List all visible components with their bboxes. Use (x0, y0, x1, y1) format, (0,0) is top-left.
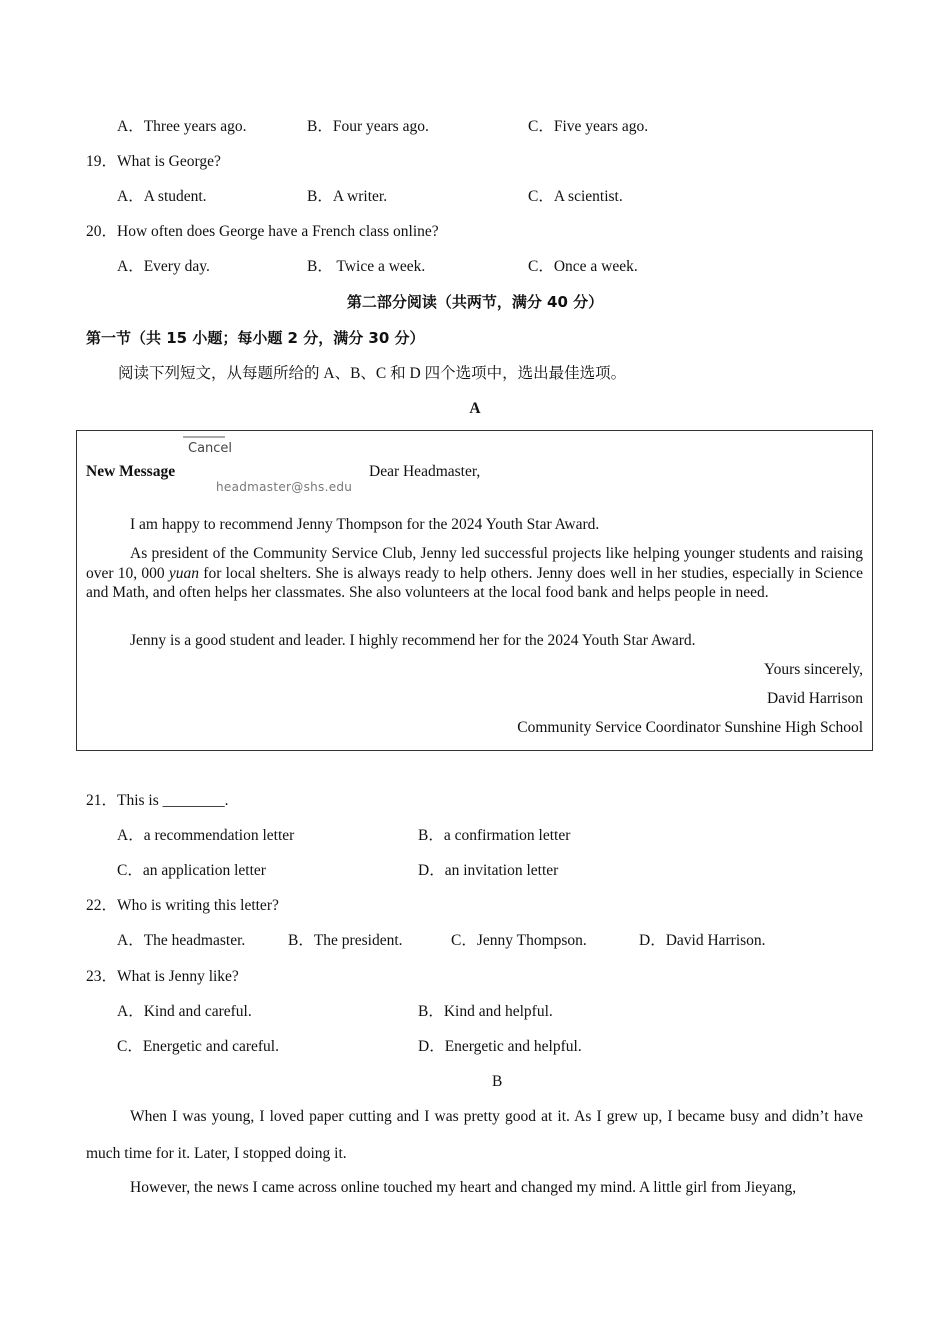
q18-option-c: C．Five years ago. (528, 118, 649, 135)
letter-paragraph-2-start: As president of the Community Service Club, Jenny led successful projects like helping younger students and raising over 10, 000 (86, 545, 863, 582)
q21-option-d: D．an invitation letter (418, 862, 559, 879)
q18-option-a: A．Three years ago. (117, 118, 247, 135)
q21-option-b: B．a confirmation letter (418, 827, 571, 844)
yuan-word: yuan (168, 564, 200, 582)
q21-option-c: C．an application letter (117, 862, 266, 879)
part2-title: 第二部分阅读（共两节，满分 40 分） (346, 293, 604, 311)
cancel-bar (183, 436, 225, 438)
q22-option-b: B．The president. (288, 932, 403, 949)
q19-option-b: B．A writer. (307, 188, 388, 205)
q23-option-b: B．Kind and helpful. (418, 1003, 553, 1020)
q23-option-c: C．Energetic and careful. (117, 1038, 279, 1055)
q18-option-b: B．Four years ago. (307, 118, 429, 135)
q22-option-c: C．Jenny Thompson. (451, 932, 587, 949)
q20-question: 20．How often does George have a French class online? (86, 223, 439, 240)
q23-option-d: D．Energetic and helpful. (418, 1038, 582, 1055)
q20-option-a: A．Every day. (117, 258, 210, 275)
q23-question: 23．What is Jenny like? (86, 968, 239, 985)
q22-question: 22．Who is writing this letter? (86, 897, 279, 914)
passage-b-paragraph-2: However, the news I came across online touched my heart and changed my mind. A little girl from Jieyang, (130, 1179, 797, 1196)
q19-question: 19．What is George? (86, 153, 221, 170)
cancel-button[interactable]: Cancel (188, 441, 233, 456)
q23-option-a: A．Kind and careful. (117, 1003, 252, 1020)
passage-b-paragraph-1: When I was young, I loved paper cutting and I was pretty good at it. As I grew up, I became busy and didn’t have much time for it. Later, I stopped doing it. (86, 1108, 863, 1162)
letter-signer-title: Community Service Coordinator Sunshine High School (517, 719, 863, 736)
passage-a-label: A (469, 400, 481, 417)
q19-option-a: A．A student. (117, 188, 207, 205)
q22-option-d: D．David Harrison. (639, 932, 766, 949)
q20-option-c: C．Once a week. (528, 258, 638, 275)
q21-question: 21．This is ________. (86, 792, 229, 809)
letter-paragraph-2-end: for local shelters. She is always ready to help others. Jenny does well in her studies, especially in Science and Math, and often helps her classmates. She also volunteers at the local food bank and helps people in need. (86, 564, 863, 601)
q22-option-a: A．The headmaster. (117, 932, 246, 949)
q19-option-c: C．A scientist. (528, 188, 623, 205)
letter-signer: David Harrison (767, 690, 863, 707)
q20-option-b: B． Twice a week. (307, 258, 426, 275)
letter-closing: Yours sincerely, (763, 661, 863, 678)
section1-title: 第一节（共 15 小题；每小题 2 分，满分 30 分） (86, 329, 425, 347)
passage-b-label: B (492, 1073, 503, 1090)
letter-paragraph-2 (86, 544, 863, 603)
letter-greeting: Dear Headmaster, (369, 463, 481, 480)
instruction: 阅读下列短文，从每题所给的 A、B、C 和 D 四个选项中，选出最佳选项。 (118, 365, 627, 382)
letter-paragraph-1: I am happy to recommend Jenny Thompson for the 2024 Youth Star Award. (130, 516, 600, 533)
new-message-label: New Message (86, 463, 176, 480)
letter-paragraph-3: Jenny is a good student and leader. I highly recommend her for the 2024 Youth Star Award. (130, 632, 696, 649)
q21-option-a: A．a recommendation letter (117, 827, 295, 844)
recipient-email: headmaster@shs.edu (216, 480, 353, 494)
